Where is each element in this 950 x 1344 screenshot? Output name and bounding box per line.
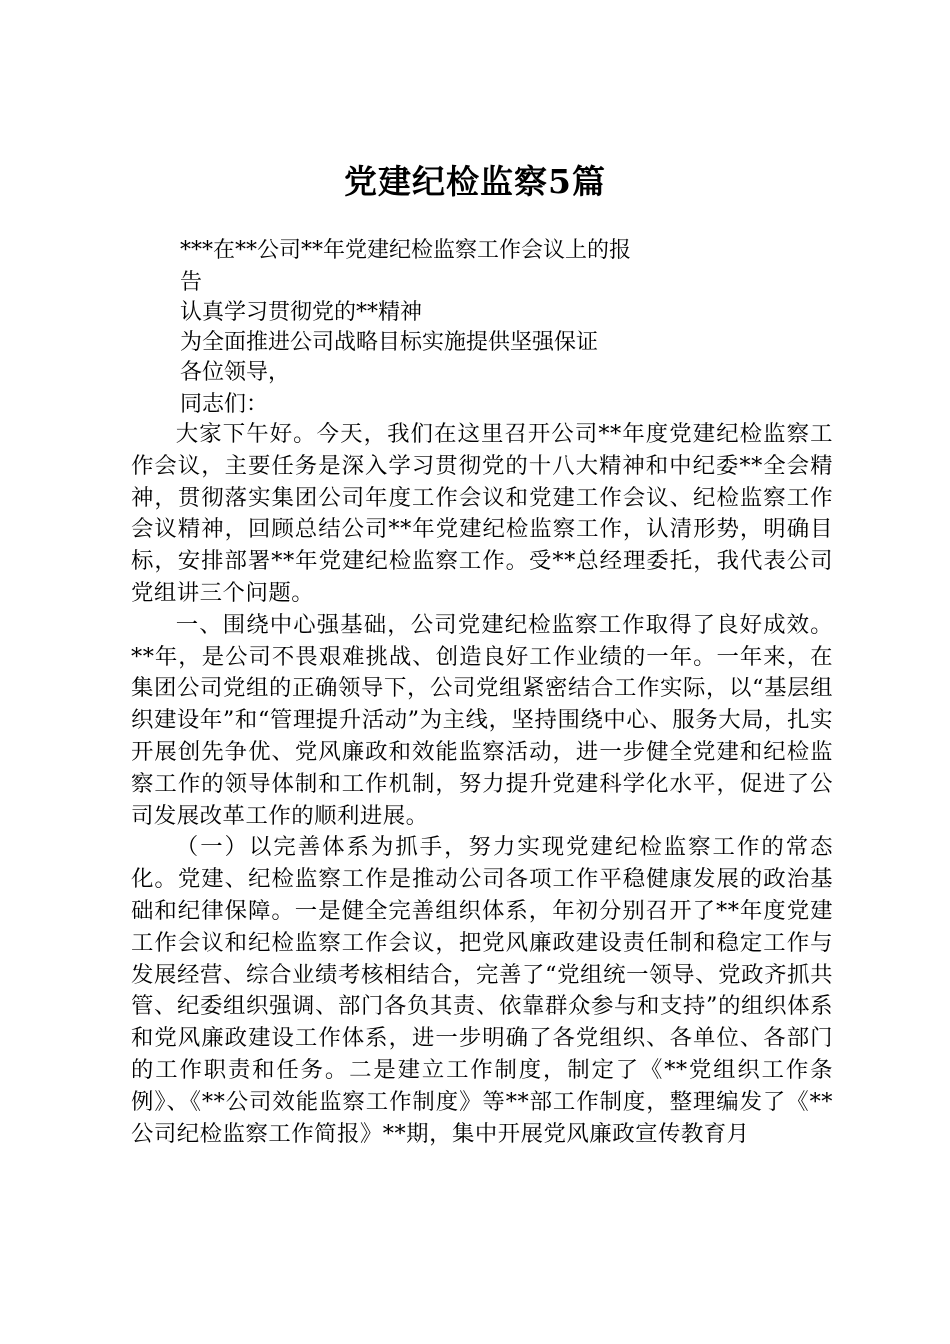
salutation-2: 同志们： bbox=[180, 392, 269, 417]
subtitle-1: 认真学习贯彻党的**精神 bbox=[180, 300, 423, 325]
subtitle-2: 为全面推进公司战略目标实施提供坚强保证 bbox=[180, 330, 599, 355]
body-text bbox=[131, 419, 833, 1150]
report-heading-line-1: ***在**公司**年党建纪检监察工作会议上的报 bbox=[180, 238, 632, 263]
paragraph: （一）以完善体系为抓手，努力实现党建纪检监察工作的常态化。党建、纪检监察工作是推动公司各项工作平稳健康发展的政治基础和纪律保障。一是健全完善组织体系，年初分别召开了**年度党建工作会议和纪检监察工作会议，把党风廉政建设责任制和稳定工作与发展经营、综合业绩考核相结合，完善了“党组统一领导、党政齐抓共管、纪委组织强调、部门各负其责、依靠群众参与和支持”的组织体系和党风廉政建设工作体系，进一步明确了各党组织、各单位、各部门的工作职责和任务。二是建立工作制度，制定了《**党组织工作条例》、《**公司效能监察工作制度》等**部工作制度，整理编发了《**公司纪检监察工作简报》**期，集中开展党风廉政宣传教育月 bbox=[131, 834, 833, 1147]
paragraph: 大家下午好。今天，我们在这里召开公司**年度党建纪检监察工作会议，主要任务是深入学习贯彻党的十八大精神和中纪委**全会精神，贯彻落实集团公司年度工作会议和党建工作会议、纪检监察工作会议精神，回顾总结公司**年党建纪检监察工作，认清形势，明确目标，安排部署**年党建纪检监察工作。受**总经理委托，我代表公司党组讲三个问题。 bbox=[131, 421, 833, 606]
paragraph: 一、围绕中心强基础，公司党建纪检监察工作取得了良好成效。**年，是公司不畏艰难挑战、创造良好工作业绩的一年。一年来，在集团公司党组的正确领导下，公司党组紧密结合工作实际，以“基层组织建设年”和“管理提升活动”为主线，坚持围绕中心、服务大局，扎实开展创先争优、党风廉政和效能监察活动，进一步健全党建和纪检监察工作的领导体制和工作机制，努力提升党建科学化水平，促进了公司发展改革工作的顺利进展。 bbox=[131, 611, 833, 829]
report-heading-line-2: 告 bbox=[180, 270, 203, 295]
document-title: 党建纪检监察5篇 bbox=[344, 162, 606, 201]
salutation-1: 各位领导， bbox=[180, 360, 291, 385]
